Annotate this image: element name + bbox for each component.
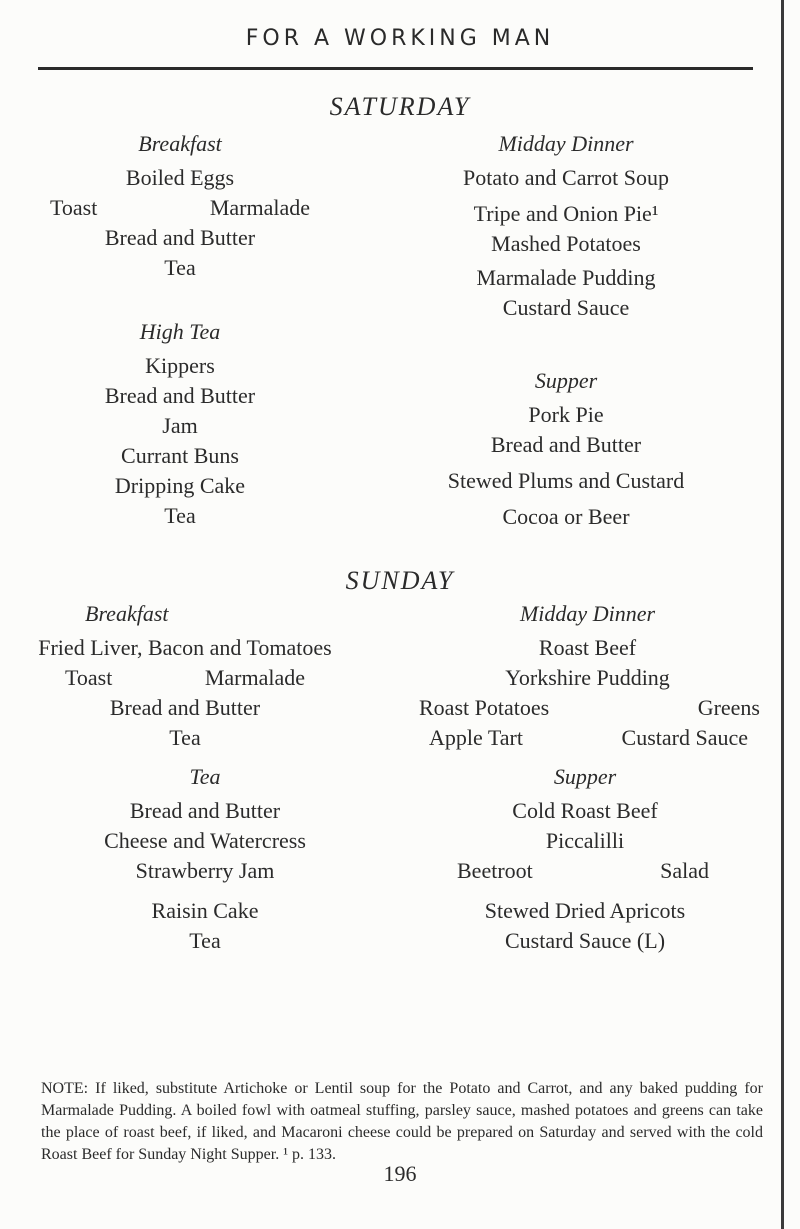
menu-item: Bread and Butter [129,798,281,823]
menu-item: Raisin Cake [151,898,259,923]
menu-item: Bread and Butter [109,695,261,720]
menu-item: Bread and Butter [104,225,256,250]
menu-item: Custard Sauce [621,725,748,750]
sunday-tea-heading: Tea [189,764,221,789]
saturday-breakfast-heading: Breakfast [138,131,222,156]
menu-item: Cheese and Watercress [104,828,306,853]
menu-item: Apple Tart [429,725,523,750]
page-edge [781,0,784,1229]
saturday-midday-dinner [396,125,736,323]
menu-item: Pork Pie [528,402,604,427]
menu-item: Beetroot [457,858,533,883]
menu-item: Mashed Potatoes [491,231,641,256]
saturday-high-tea [50,313,310,531]
sunday-tea [70,758,340,956]
menu-item: Marmalade [209,195,310,220]
menu-item: Dripping Cake [114,473,246,498]
menu-item: Bread and Butter [490,432,642,457]
menu-item: Toast [50,195,98,220]
menu-item: Strawberry Jam [135,858,275,883]
saturday-high-tea-heading: High Tea [139,319,221,344]
sunday-title: SUNDAY [345,566,455,595]
page-number: 196 [383,1161,417,1186]
menu-item: Bread and Butter [104,383,256,408]
saturday-breakfast [50,125,310,283]
menu-item: Currant Buns [121,443,239,468]
menu-item-pair [20,663,350,693]
menu-item: Cold Roast Beef [512,798,658,823]
menu-item: Salad [660,858,709,883]
sunday-midday-dinner [415,595,760,753]
menu-item: Stewed Plums and Custard [447,468,685,493]
saturday-supper [396,362,736,532]
menu-item: Boiled Eggs [125,165,235,190]
menu-item: Marmalade [204,665,305,690]
menu-item: Roast Beef [538,635,637,660]
menu-item-pair [435,856,735,886]
menu-item: Tea [189,928,221,953]
saturday-title: SATURDAY [329,92,471,121]
menu-item: Jam [162,413,198,438]
menu-item: Greens [697,695,760,720]
saturday-midday-dinner-heading: Midday Dinner [498,131,634,156]
menu-item: Tea [164,255,196,280]
menu-item: Tripe and Onion Pie¹ [473,201,659,226]
menu-item: Custard Sauce (L) [504,928,666,953]
menu-item-pair [415,693,760,723]
menu-item: Stewed Dried Apricots [484,898,686,923]
sunday-breakfast [20,595,350,753]
menu-item: Toast [65,665,113,690]
menu-item: Tea [169,725,201,750]
menu-item: Cocoa or Beer [502,504,630,529]
sunday-midday-dinner-heading: Midday Dinner [519,601,656,626]
menu-item-pair [50,193,310,223]
menu-item-pair [415,723,760,753]
sunday-supper [435,758,735,956]
menu-item: Marmalade Pudding [476,265,656,290]
menu-item: Custard Sauce [502,295,630,320]
menu-item: Piccalilli [545,828,625,853]
running-head: FOR A WORKING MAN [245,26,555,51]
saturday-supper-heading: Supper [534,368,598,393]
sunday-supper-heading: Supper [553,764,617,789]
menu-item: Potato and Carrot Soup [463,165,669,190]
sunday-breakfast-heading: Breakfast [85,601,169,626]
menu-item: Kippers [145,353,215,378]
header-rule [38,67,753,70]
menu-item: Roast Potatoes [419,695,550,720]
menu-item: Fried Liver, Bacon and Tomatoes [38,635,332,660]
menu-item: Tea [164,503,196,528]
menu-item: Yorkshire Pudding [505,665,670,690]
footnote: NOTE: If liked, substitute Artichoke or Lentil soup for the Potato and Carrot, and any baked pudding for Marmalade Pudding. A boiled fowl with oatmeal stuffing, parsley sauce, mashed potatoes and greens can take the place of roast beef, if liked, and Macaroni cheese could be prepared on Saturday and served with the cold Roast Beef for Sunday Night Supper. ¹ p. 133. [41,1080,763,1163]
